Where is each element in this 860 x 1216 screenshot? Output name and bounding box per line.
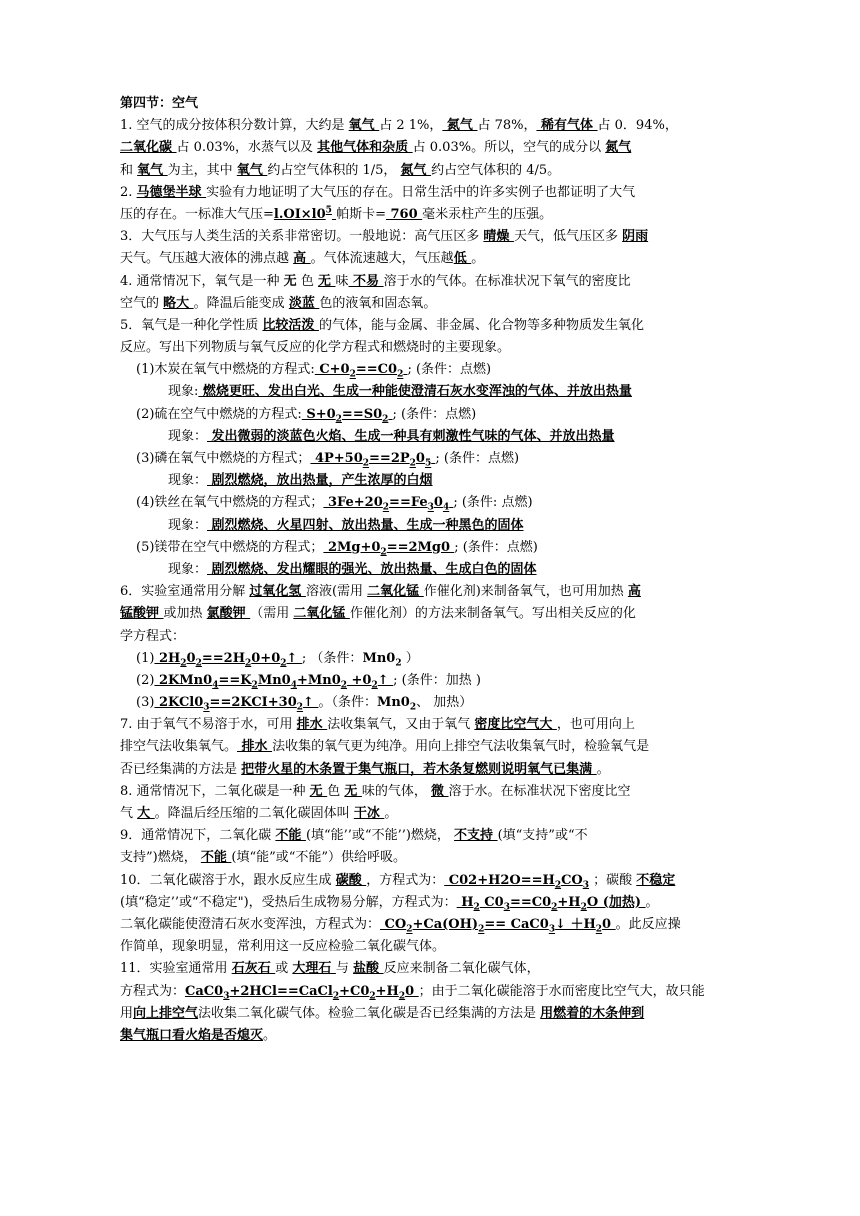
- answer-text: l.OI×l0: [273, 206, 326, 222]
- answer-text: 2: [369, 991, 376, 1002]
- answer-text: 0: [602, 916, 616, 932]
- line-text: 或: [275, 961, 293, 977]
- line-text: 反应来制备二氧化碳气体，: [383, 961, 540, 977]
- answer-text: 0: [433, 495, 443, 511]
- answer-text: 2: [340, 680, 348, 691]
- answer-text: 4P+50: [310, 451, 363, 466]
- document-line: [120, 160, 740, 182]
- document-line: [120, 559, 740, 581]
- document-line: [120, 248, 740, 270]
- answer-text: 0: [405, 983, 419, 999]
- line-text: 天气，低气压区多: [513, 229, 623, 245]
- answer-text: 二氧化锰: [293, 606, 350, 622]
- line-text: 溶于水。在标准状况下密度比空: [448, 783, 631, 799]
- answer-text: 略大: [163, 295, 194, 311]
- document-line: [120, 736, 740, 758]
- line-text: 11．实验室通常用: [120, 961, 232, 977]
- answer-text: 2: [478, 924, 485, 935]
- line-text: 现象：: [168, 473, 208, 489]
- answer-text: 氯酸钾: [206, 606, 251, 622]
- line-text: 。气体流速越大，气压越: [310, 251, 454, 267]
- answer-text: 排水: [296, 717, 328, 733]
- line-text: 的气体，能与金属、非金属、化合物等多种物质发生氧化: [318, 317, 644, 333]
- answer-text: ==S0: [341, 406, 383, 422]
- line-text: 和: [120, 162, 138, 178]
- line-text: (2): [136, 672, 155, 688]
- line-text: 压的存在。一标准大气压=: [120, 206, 274, 222]
- answer-text: 大理石: [292, 961, 336, 977]
- answer-text: 无: [309, 783, 328, 799]
- answer-text: 2: [409, 458, 416, 469]
- line-text: 味: [335, 273, 349, 289]
- document-line: [120, 759, 740, 781]
- answer-text: 氧气: [348, 118, 380, 134]
- answer-text: 3: [582, 880, 590, 891]
- answer-text: C+0: [314, 362, 350, 378]
- answer-text: 低: [453, 251, 472, 267]
- answer-text: ==2H: [201, 650, 245, 666]
- answer-text: 5: [424, 458, 432, 469]
- line-text: 溶液(需用: [305, 584, 368, 600]
- answer-text: 不能: [275, 828, 306, 844]
- line-text: 现象：: [168, 561, 208, 577]
- answer-text: H: [456, 894, 474, 910]
- answer-text: 不支持: [454, 828, 498, 844]
- answer-text: 2: [382, 414, 389, 425]
- line-text: 。: [384, 806, 398, 821]
- document-line: [120, 603, 740, 625]
- answer-text: 2: [296, 702, 304, 713]
- line-text: 气: [120, 806, 138, 821]
- line-text: 2: [395, 658, 402, 669]
- answer-text: 2: [398, 991, 406, 1002]
- answer-text: O (加热): [586, 894, 646, 910]
- answer-text: 氮气: [442, 118, 478, 134]
- line-text: 1. 空气的成分按体积分数计算，大约是: [120, 118, 349, 134]
- line-text: ；由于二氧化碳能溶于水而密度比空气大，故只能: [418, 983, 705, 999]
- line-text: 现象：: [168, 517, 208, 533]
- line-text: 用: [120, 1005, 134, 1021]
- line-text: 支持”)燃烧，: [120, 850, 201, 866]
- line-text: 5．氧气是一种化学性质: [120, 317, 263, 333]
- line-text: 色: [327, 783, 345, 799]
- answer-text: 0+0: [251, 650, 281, 666]
- answer-text: 马德堡半球: [136, 184, 207, 200]
- answer-text: 2: [195, 658, 202, 669]
- answer-text: == CaC0: [484, 916, 549, 932]
- answer-text: ==K: [218, 672, 252, 688]
- answer-text: 3: [503, 902, 510, 913]
- line-text: 。降温后能变成: [193, 295, 289, 311]
- document-line: [120, 115, 740, 137]
- line-text: (填“能’’或“不能’’)燃烧，: [305, 828, 455, 844]
- answer-text: 2: [554, 880, 562, 891]
- answer-text: 比较活泼: [262, 317, 319, 333]
- answer-text: 2: [362, 458, 370, 469]
- answer-text: 0: [186, 650, 196, 666]
- answer-text: 2: [595, 924, 603, 935]
- line-text: 作催化剂)来制备氧气，也可用加热: [423, 584, 628, 600]
- answer-text: 4: [442, 502, 450, 513]
- line-text: 。: [471, 251, 485, 267]
- answer-text: 不稳定: [636, 872, 676, 888]
- answer-text: +2HCl==CaCl: [229, 983, 333, 999]
- document-line: [120, 137, 740, 159]
- line-text: 。: [596, 761, 610, 777]
- line-text: 7. 由于氧气不易溶于水，可用: [120, 717, 297, 733]
- document-line: [120, 825, 740, 847]
- document-line: [120, 781, 740, 803]
- line-text: 3．大气压与人类生活的关系非常密切。一般地说：高气压区多: [120, 229, 484, 245]
- answer-text: CO: [380, 916, 407, 932]
- document-line: [120, 426, 740, 448]
- line-text: 味的气体，: [361, 783, 432, 799]
- document-line: [120, 581, 740, 603]
- line-text: 排空气法收集氧气。: [120, 739, 238, 755]
- section-title: [120, 93, 740, 115]
- line-text: (填“稳定’’或“不稳定")，受热后生成物易分解，方程式为：: [120, 894, 457, 910]
- answer-text: ↑: [377, 672, 394, 688]
- document-line: [120, 670, 740, 692]
- answer-text: Mn0: [257, 672, 291, 688]
- line-text: ; (条件：点燃): [435, 451, 520, 466]
- answer-text: +Ca(OH): [412, 916, 479, 932]
- line-text: 为主，其中: [167, 162, 237, 178]
- answer-text: 微: [431, 783, 449, 799]
- document-line: [120, 936, 740, 958]
- line-text: ，方程式为：: [366, 872, 445, 888]
- answer-text: 3: [203, 702, 210, 713]
- line-text: 约占空气体积的 4/5。: [431, 162, 561, 178]
- document-line: [120, 803, 740, 825]
- line-text: (5)镁带在空气中燃烧的方程式；: [136, 539, 324, 555]
- answer-text: 2Mg+0: [323, 539, 381, 555]
- line-text: 占 0.03%，水蒸气以及: [176, 140, 318, 156]
- answer-text: 氧气: [137, 162, 168, 178]
- answer-text: 2: [382, 502, 390, 513]
- line-text: 。: [645, 894, 659, 910]
- answer-text: 2: [551, 902, 558, 913]
- answer-text: 2: [380, 547, 387, 558]
- line-text: (2)硫在空气中燃烧的方程式:: [136, 406, 302, 422]
- answer-text: 无: [317, 273, 336, 289]
- document-line: [120, 692, 740, 714]
- line-text: 。降温后经压缩的二氧化碳固体叫: [154, 806, 354, 821]
- line-text: 法收集二氧化碳气体。检验二氧化碳是否已经集满的方法是: [198, 1005, 541, 1021]
- answer-text: CaC0: [185, 983, 224, 999]
- line-text: 2.: [120, 184, 137, 200]
- answer-text: ==C0: [509, 894, 552, 910]
- section-title-text: 第四节：空气: [120, 96, 199, 111]
- document-line: [120, 914, 740, 936]
- answer-text: 氮气: [605, 140, 632, 156]
- answer-text: ==2P: [369, 451, 410, 466]
- answer-text: 3: [427, 502, 434, 513]
- line-text: 色: [296, 273, 318, 289]
- line-text: 9．通常情况下，二氧化碳: [120, 828, 276, 844]
- answer-text: +0: [347, 672, 372, 688]
- line-text: 法收集的氧气更为纯净。用向上排空气法收集氧气时，检验氧气是: [272, 739, 650, 755]
- line-text: ）: [401, 650, 419, 666]
- line-text: (填“能”或“不能”）供给呼吸。: [231, 850, 407, 866]
- document-line: [120, 271, 740, 293]
- answer-text: C0: [479, 894, 504, 910]
- document-line: [120, 714, 740, 736]
- answer-text: +H: [557, 894, 581, 910]
- answer-text: 集气瓶口看火焰是否熄灭: [120, 1027, 264, 1043]
- answer-text: 3Fe+20: [323, 495, 383, 511]
- answer-text: 干冰: [353, 806, 385, 821]
- answer-text: 大: [137, 806, 155, 821]
- answer-text: 不易: [348, 273, 384, 289]
- document-line: [120, 492, 740, 514]
- document-line: [120, 515, 740, 537]
- answer-text: 把带火星的木条置于集气瓶口，若木条复燃则说明氧气已集满: [241, 761, 597, 777]
- answer-text: 剧烈燃烧，放出热量，产生浓厚的白烟: [207, 473, 433, 489]
- answer-text: 氮气: [400, 162, 432, 178]
- answer-text: 2H: [154, 650, 181, 666]
- answer-text: 高: [627, 584, 641, 600]
- line-text: 占 78%，: [477, 118, 537, 134]
- line-text: 约占空气体积的 1/5，: [267, 162, 401, 178]
- document-line: [120, 337, 740, 359]
- answer-text: 剧烈燃烧、火星四射、放出热量、生成一种黑色的固体: [207, 517, 524, 533]
- answer-text: 2: [397, 369, 404, 380]
- answer-text: ==2Mg0: [386, 539, 451, 555]
- document-body: [120, 115, 740, 1047]
- line-text: (1)木炭在氧气中燃烧的方程式:: [136, 362, 315, 378]
- answer-text: 碳酸: [335, 872, 367, 888]
- line-text: ; (条件：加热 ): [393, 672, 481, 688]
- answer-text: 2: [335, 414, 342, 425]
- answer-text: 石灰石: [231, 961, 276, 977]
- document-page: [120, 93, 740, 1047]
- line-text: ; （条件：: [301, 650, 363, 666]
- answer-text: +C0: [339, 983, 370, 999]
- answer-text: 二氧化锰: [367, 584, 424, 600]
- answer-text: ↑: [303, 695, 319, 711]
- answer-text: 4: [290, 680, 297, 691]
- answer-text: 燃烧更旺、发出白光、生成一种能使澄清石灰水变浑浊的气体、并放出热量: [198, 384, 632, 400]
- line-text: 帕斯卡=: [336, 206, 386, 222]
- line-text: ; (条件: 点燃): [453, 495, 533, 511]
- line-text: 天气。气压越大液体的沸点越: [120, 251, 294, 267]
- line-text: 作简单，现象明显，常利用这一反应检验二氧化碳气体。: [120, 939, 446, 955]
- answer-text: 氧气: [236, 162, 268, 178]
- document-line: [120, 204, 740, 226]
- answer-text: 其他气体和杂质: [317, 140, 413, 156]
- answer-text: +H: [375, 983, 399, 999]
- document-line: [120, 1025, 740, 1047]
- line-text: 。（条件：: [318, 695, 377, 711]
- answer-text: ↓ ＋H: [555, 916, 596, 932]
- answer-text: 2KMn0: [154, 672, 213, 688]
- line-text: (3): [136, 695, 155, 711]
- line-text: 方程式为：: [120, 983, 186, 999]
- line-text: 与: [335, 961, 354, 977]
- line-text: 4. 通常情况下，氧气是一种: [120, 273, 284, 289]
- line-text: Mn0: [376, 695, 410, 711]
- answer-text: CO: [561, 872, 583, 888]
- document-line: [120, 870, 740, 892]
- line-text: 现象:: [168, 384, 199, 400]
- line-text: 占 2 1%，: [379, 118, 443, 134]
- answer-text: 盐酸: [353, 961, 384, 977]
- line-text: ; (条件：点燃): [392, 406, 477, 422]
- answer-text: 3: [548, 924, 556, 935]
- document-line: [120, 626, 740, 648]
- document-line: [120, 226, 740, 248]
- line-text: 8. 通常情况下，二氧化碳是一种: [120, 783, 310, 799]
- line-text: ; (条件：点燃): [454, 539, 538, 555]
- answer-text: +Mn0: [296, 672, 341, 688]
- answer-text: 发出微弱的淡蓝色火焰、生成一种具有刺激性气味的气体、并放出热量: [207, 428, 615, 444]
- answer-text: 2: [349, 369, 356, 380]
- answer-text: 2: [244, 658, 252, 669]
- answer-text: 过氧化氢: [249, 584, 306, 600]
- answer-text: 0: [415, 451, 425, 466]
- line-text: 2: [409, 702, 417, 713]
- line-text: 、 加热）: [416, 695, 473, 711]
- line-text: 无: [283, 273, 297, 289]
- answer-text: 二氧化碳: [120, 140, 177, 156]
- line-text: (4)铁丝在氧气中燃烧的方程式；: [136, 495, 324, 511]
- line-text: Mn0: [362, 650, 396, 666]
- answer-text: ==Fe: [389, 495, 428, 511]
- answer-text: 不能: [200, 850, 232, 866]
- answer-text: S+0: [301, 406, 336, 422]
- answer-text: 淡蓝: [288, 295, 320, 311]
- line-text: 空气的: [120, 295, 164, 311]
- answer-text: 排水: [237, 739, 273, 755]
- answer-text: 稀有气体: [536, 118, 598, 134]
- line-text: 占 0．94%，: [597, 118, 678, 134]
- answer-text: 无: [344, 783, 362, 799]
- document-line: [120, 470, 740, 492]
- line-text: 毫米汞柱产生的压强。: [422, 206, 553, 222]
- answer-text: 2: [332, 991, 340, 1002]
- document-line: [120, 1003, 740, 1025]
- answer-text: ↑: [286, 650, 302, 666]
- document-line: [120, 892, 740, 914]
- line-text: 6．实验室通常用分解: [120, 584, 250, 600]
- line-text: 或加热: [163, 606, 207, 622]
- line-text: 二氧化碳能使澄清石灰水变浑浊，方程式为：: [120, 916, 381, 932]
- answer-text: 剧烈燃烧、发出耀眼的强光、放出热量、生成白色的固体: [207, 561, 537, 577]
- answer-text: 5: [325, 205, 332, 216]
- answer-text: 760: [385, 206, 423, 222]
- line-text: 法收集氧气，又由于氧气: [327, 717, 475, 733]
- line-text: ; (条件：点燃): [407, 362, 492, 378]
- document-line: [120, 648, 740, 670]
- answer-text: 2: [371, 680, 378, 691]
- document-line: [120, 381, 740, 403]
- answer-text: 2: [251, 680, 258, 691]
- line-text: ，也可用向上: [556, 717, 635, 733]
- line-text: 学方程式：: [120, 628, 186, 644]
- line-text: (1): [136, 650, 155, 666]
- answer-text: 向上排空气: [133, 1005, 199, 1021]
- document-line: [120, 448, 740, 470]
- document-line: [120, 958, 740, 980]
- answer-text: 2: [580, 902, 587, 913]
- line-text: 现象：: [168, 428, 208, 444]
- document-line: [120, 182, 740, 204]
- answer-text: 锰酸钾: [120, 606, 164, 622]
- answer-text: 阴雨: [622, 229, 649, 245]
- answer-text: 2: [406, 924, 413, 935]
- answer-text: 密度比空气大: [474, 717, 557, 733]
- document-line: [120, 847, 740, 869]
- line-text: 。此反应操: [615, 916, 681, 932]
- answer-text: C02+H2O==H: [444, 872, 555, 888]
- answer-text: 用燃着的木条伸到: [540, 1005, 645, 1021]
- answer-text: 2: [473, 902, 480, 913]
- answer-text: 3: [223, 991, 230, 1002]
- answer-text: 4: [212, 680, 219, 691]
- line-text: 。: [263, 1027, 277, 1043]
- line-text: 溶于水的气体。在标准状况下氧气的密度比: [383, 273, 631, 289]
- answer-text: 2KCl0: [154, 695, 204, 711]
- document-line: [120, 293, 740, 315]
- answer-text: 高: [293, 251, 311, 267]
- line-text: （需用: [250, 606, 294, 622]
- line-text: 作催化剂）的方法来制备氧气。写出相关反应的化: [349, 606, 636, 622]
- document-line: [120, 404, 740, 426]
- line-text: (填“支持”或“不: [497, 828, 588, 844]
- answer-text: ==2KCI+30: [209, 695, 297, 711]
- line-text: 占 0.03%。所以，空气的成分以: [412, 140, 606, 156]
- line-text: 反应。写出下列物质与氧气反应的化学方程式和燃烧时的主要现象。: [120, 340, 511, 356]
- answer-text: 2: [180, 658, 187, 669]
- document-line: [120, 981, 740, 1003]
- answer-text: 晴燥: [483, 229, 514, 245]
- line-text: 10．二氧化碳溶于水，跟水反应生成: [120, 872, 336, 888]
- answer-text: 2: [280, 658, 287, 669]
- line-text: 色的液氧和固态氧。: [319, 295, 437, 311]
- line-text: 实验有力地证明了大气压的存在。日常生活中的许多实例子也都证明了大气: [206, 184, 636, 200]
- answer-text: ==C0: [355, 362, 398, 378]
- document-line: [120, 537, 740, 559]
- line-text: ；碳酸: [589, 872, 637, 888]
- line-text: 否已经集满的方法是: [120, 761, 242, 777]
- document-line: [120, 359, 740, 381]
- document-line: [120, 315, 740, 337]
- line-text: (3)磷在氧气中燃烧的方程式；: [136, 451, 311, 466]
